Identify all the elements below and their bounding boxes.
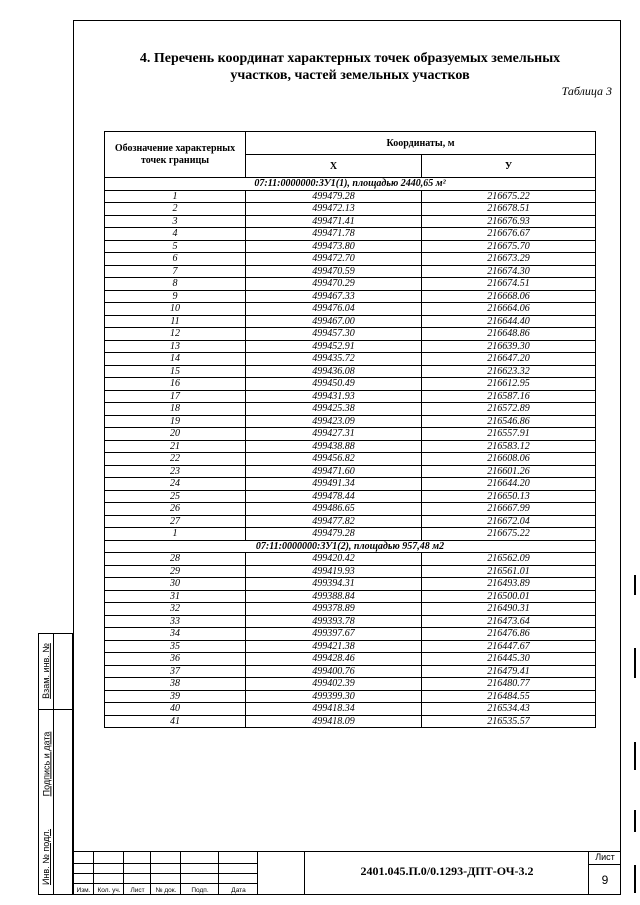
table-row bbox=[105, 328, 596, 341]
x-coordinate-cell: 499421.38 bbox=[246, 640, 422, 653]
point-number-cell: 8 bbox=[105, 278, 246, 291]
table-row bbox=[105, 428, 596, 441]
point-number-cell: 36 bbox=[105, 653, 246, 666]
title-line-1: 4. Перечень координат характерных точек образуемых земельных bbox=[139, 51, 561, 66]
table-row bbox=[105, 440, 596, 453]
scan-edge-mark bbox=[634, 742, 636, 770]
y-coordinate-cell: 216668.06 bbox=[422, 290, 596, 303]
table-row bbox=[105, 565, 596, 578]
table-row bbox=[105, 278, 596, 291]
point-number-cell: 22 bbox=[105, 453, 246, 466]
x-coordinate-cell: 499467.33 bbox=[246, 290, 422, 303]
point-number-cell: 12 bbox=[105, 328, 246, 341]
y-coordinate-cell: 216493.89 bbox=[422, 578, 596, 591]
x-coordinate-cell: 499472.13 bbox=[246, 203, 422, 216]
table-row bbox=[105, 365, 596, 378]
signature-date-label: Подпись и дата bbox=[41, 731, 52, 797]
table-row bbox=[105, 503, 596, 516]
document-code: 2401.045.П.0/0.1293-ДПТ-ОЧ-3.2 bbox=[360, 864, 534, 878]
y-coordinate-cell: 216484.55 bbox=[422, 690, 596, 703]
x-coordinate-cell: 499471.60 bbox=[246, 465, 422, 478]
point-number-cell: 19 bbox=[105, 415, 246, 428]
point-number-cell: 13 bbox=[105, 340, 246, 353]
point-number-cell: 26 bbox=[105, 503, 246, 516]
table-row bbox=[105, 640, 596, 653]
table-row bbox=[105, 378, 596, 391]
point-number-cell: 2 bbox=[105, 203, 246, 216]
x-coordinate-cell: 499456.82 bbox=[246, 453, 422, 466]
stamp-col-count: Кол. уч. bbox=[97, 887, 121, 894]
table-row bbox=[105, 390, 596, 403]
y-coordinate-cell: 216583.12 bbox=[422, 440, 596, 453]
table-row bbox=[105, 578, 596, 591]
y-coordinate-cell: 216534.43 bbox=[422, 703, 596, 716]
table-row bbox=[105, 690, 596, 703]
x-coordinate-cell: 499438.88 bbox=[246, 440, 422, 453]
point-number-cell: 20 bbox=[105, 428, 246, 441]
title-block bbox=[73, 851, 621, 895]
point-number-cell: 39 bbox=[105, 690, 246, 703]
x-coordinate-cell: 499397.67 bbox=[246, 628, 422, 641]
y-coordinate-cell: 216557.91 bbox=[422, 428, 596, 441]
x-coordinate-cell: 499452.91 bbox=[246, 340, 422, 353]
replacement-inventory-label: Взам. инв. № bbox=[41, 643, 52, 699]
point-number-cell: 41 bbox=[105, 715, 246, 728]
table-row bbox=[105, 678, 596, 691]
y-coordinate-cell: 216476.86 bbox=[422, 628, 596, 641]
section-title: 07:11:0000000:ЗУ1(2), площадью 957,48 м2 bbox=[105, 540, 596, 553]
x-coordinate-cell: 499450.49 bbox=[246, 378, 422, 391]
point-number-cell: 37 bbox=[105, 665, 246, 678]
title-line-2: участков, частей земельных участков bbox=[230, 68, 470, 83]
point-number-cell: 18 bbox=[105, 403, 246, 416]
y-coordinate-cell: 216561.01 bbox=[422, 565, 596, 578]
x-coordinate-cell: 499428.46 bbox=[246, 653, 422, 666]
table-row bbox=[105, 353, 596, 366]
x-coordinate-cell: 499427.31 bbox=[246, 428, 422, 441]
y-coordinate-cell: 216667.99 bbox=[422, 503, 596, 516]
y-coordinate-cell: 216572.89 bbox=[422, 403, 596, 416]
point-number-cell: 30 bbox=[105, 578, 246, 591]
point-number-cell: 17 bbox=[105, 390, 246, 403]
table-row bbox=[105, 228, 596, 241]
table-row bbox=[105, 340, 596, 353]
y-coordinate-cell: 216674.51 bbox=[422, 278, 596, 291]
y-coordinate-cell: 216675.22 bbox=[422, 528, 596, 541]
stamp-col-sheet: Лист bbox=[130, 887, 145, 894]
y-coordinate-cell: 216678.51 bbox=[422, 203, 596, 216]
table-row bbox=[105, 553, 596, 566]
point-number-cell: 21 bbox=[105, 440, 246, 453]
stamp-col-docno: № док. bbox=[155, 887, 177, 894]
point-number-cell: 14 bbox=[105, 353, 246, 366]
x-coordinate-cell: 499402.39 bbox=[246, 678, 422, 691]
point-number-cell: 32 bbox=[105, 603, 246, 616]
table-row bbox=[105, 715, 596, 728]
table-row bbox=[105, 653, 596, 666]
section-title: 07:11:0000000:ЗУ1(1), площадью 2440,65 м² bbox=[105, 178, 596, 191]
point-number-cell: 24 bbox=[105, 478, 246, 491]
table-row bbox=[105, 665, 596, 678]
x-coordinate-cell: 499388.84 bbox=[246, 590, 422, 603]
point-number-cell: 1 bbox=[105, 528, 246, 541]
point-number-cell: 5 bbox=[105, 240, 246, 253]
x-coordinate-cell: 499419.93 bbox=[246, 565, 422, 578]
x-coordinate-cell: 499471.78 bbox=[246, 228, 422, 241]
y-coordinate-cell: 216650.13 bbox=[422, 490, 596, 503]
y-column-header: У bbox=[422, 155, 596, 178]
table-row bbox=[105, 415, 596, 428]
x-coordinate-cell: 499478.44 bbox=[246, 490, 422, 503]
y-coordinate-cell: 216562.09 bbox=[422, 553, 596, 566]
y-coordinate-cell: 216648.86 bbox=[422, 328, 596, 341]
x-coordinate-cell: 499472.70 bbox=[246, 253, 422, 266]
table-row bbox=[105, 215, 596, 228]
x-column-header: X bbox=[246, 155, 422, 178]
scan-edge-mark bbox=[634, 865, 636, 893]
point-number-cell: 6 bbox=[105, 253, 246, 266]
x-coordinate-cell: 499477.82 bbox=[246, 515, 422, 528]
point-number-cell: 31 bbox=[105, 590, 246, 603]
scan-edge-mark bbox=[634, 575, 636, 595]
x-coordinate-cell: 499435.72 bbox=[246, 353, 422, 366]
y-coordinate-cell: 216673.29 bbox=[422, 253, 596, 266]
table-row bbox=[105, 528, 596, 541]
x-coordinate-cell: 499479.28 bbox=[246, 528, 422, 541]
table-row bbox=[105, 465, 596, 478]
table-row bbox=[105, 603, 596, 616]
x-coordinate-cell: 499418.09 bbox=[246, 715, 422, 728]
x-coordinate-cell: 499394.31 bbox=[246, 578, 422, 591]
point-number-cell: 9 bbox=[105, 290, 246, 303]
point-number-cell: 34 bbox=[105, 628, 246, 641]
point-number-cell: 29 bbox=[105, 565, 246, 578]
table-row bbox=[105, 203, 596, 216]
scan-edge-mark bbox=[634, 810, 636, 832]
table-row bbox=[105, 453, 596, 466]
table-row bbox=[105, 240, 596, 253]
stamp-col-change: Изм. bbox=[76, 887, 91, 894]
y-coordinate-cell: 216676.67 bbox=[422, 228, 596, 241]
sheet-label: Лист bbox=[595, 852, 615, 862]
point-number-cell: 3 bbox=[105, 215, 246, 228]
x-coordinate-cell: 499431.93 bbox=[246, 390, 422, 403]
point-number-cell: 25 bbox=[105, 490, 246, 503]
x-coordinate-cell: 499378.89 bbox=[246, 603, 422, 616]
x-coordinate-cell: 499467.00 bbox=[246, 315, 422, 328]
y-coordinate-cell: 216479.41 bbox=[422, 665, 596, 678]
original-inventory-label: Инв. № подл. bbox=[41, 828, 51, 886]
x-coordinate-cell: 499470.59 bbox=[246, 265, 422, 278]
table-row bbox=[105, 253, 596, 266]
point-number-cell: 1 bbox=[105, 190, 246, 203]
x-coordinate-cell: 499471.41 bbox=[246, 215, 422, 228]
table-row bbox=[105, 315, 596, 328]
point-number-cell: 4 bbox=[105, 228, 246, 241]
table-row bbox=[105, 303, 596, 316]
y-coordinate-cell: 216644.40 bbox=[422, 315, 596, 328]
point-number-cell: 38 bbox=[105, 678, 246, 691]
y-coordinate-cell: 216490.31 bbox=[422, 603, 596, 616]
x-coordinate-cell: 499418.34 bbox=[246, 703, 422, 716]
x-coordinate-cell: 499420.42 bbox=[246, 553, 422, 566]
point-number-cell: 23 bbox=[105, 465, 246, 478]
y-coordinate-cell: 216675.22 bbox=[422, 190, 596, 203]
y-coordinate-cell: 216601.26 bbox=[422, 465, 596, 478]
scan-edge-mark bbox=[634, 648, 636, 678]
table-row bbox=[105, 290, 596, 303]
table-row bbox=[105, 490, 596, 503]
x-coordinate-cell: 499491.34 bbox=[246, 478, 422, 491]
y-coordinate-cell: 216672.04 bbox=[422, 515, 596, 528]
y-coordinate-cell: 216445.30 bbox=[422, 653, 596, 666]
x-coordinate-cell: 499436.08 bbox=[246, 365, 422, 378]
y-coordinate-cell: 216447.67 bbox=[422, 640, 596, 653]
point-number-cell: 28 bbox=[105, 553, 246, 566]
point-column-header: Обозначение характерных точек границы bbox=[105, 132, 246, 178]
table-row bbox=[105, 403, 596, 416]
table-row bbox=[105, 703, 596, 716]
y-coordinate-cell: 216644.20 bbox=[422, 478, 596, 491]
point-number-cell: 7 bbox=[105, 265, 246, 278]
table-row bbox=[105, 265, 596, 278]
point-number-cell: 40 bbox=[105, 703, 246, 716]
y-coordinate-cell: 216473.64 bbox=[422, 615, 596, 628]
x-coordinate-cell: 499457.30 bbox=[246, 328, 422, 341]
table-row bbox=[105, 615, 596, 628]
point-number-cell: 10 bbox=[105, 303, 246, 316]
y-coordinate-cell: 216664.06 bbox=[422, 303, 596, 316]
x-coordinate-cell: 499479.28 bbox=[246, 190, 422, 203]
y-coordinate-cell: 216500.01 bbox=[422, 590, 596, 603]
y-coordinate-cell: 216674.30 bbox=[422, 265, 596, 278]
point-number-cell: 15 bbox=[105, 365, 246, 378]
y-coordinate-cell: 216623.32 bbox=[422, 365, 596, 378]
y-coordinate-cell: 216639.30 bbox=[422, 340, 596, 353]
point-number-cell: 33 bbox=[105, 615, 246, 628]
x-coordinate-cell: 499473.80 bbox=[246, 240, 422, 253]
y-coordinate-cell: 216675.70 bbox=[422, 240, 596, 253]
stamp-col-date: Дата bbox=[231, 887, 246, 894]
x-coordinate-cell: 499423.09 bbox=[246, 415, 422, 428]
y-coordinate-cell: 216647.20 bbox=[422, 353, 596, 366]
x-coordinate-cell: 499399.30 bbox=[246, 690, 422, 703]
y-coordinate-cell: 216676.93 bbox=[422, 215, 596, 228]
y-coordinate-cell: 216546.86 bbox=[422, 415, 596, 428]
y-coordinate-cell: 216587.16 bbox=[422, 390, 596, 403]
table-row bbox=[105, 478, 596, 491]
coordinates-table bbox=[104, 131, 596, 728]
x-coordinate-cell: 499400.76 bbox=[246, 665, 422, 678]
point-number-cell: 35 bbox=[105, 640, 246, 653]
sheet-number: 9 bbox=[601, 873, 609, 887]
stamp-col-sign: Подп. bbox=[191, 887, 209, 894]
table-caption: Таблица 3 bbox=[561, 84, 612, 98]
side-stamp bbox=[38, 633, 73, 895]
x-coordinate-cell: 499393.78 bbox=[246, 615, 422, 628]
y-coordinate-cell: 216480.77 bbox=[422, 678, 596, 691]
x-coordinate-cell: 499425.38 bbox=[246, 403, 422, 416]
document-title bbox=[80, 50, 620, 84]
table-row bbox=[105, 628, 596, 641]
coordinates-header: Координаты, м bbox=[246, 132, 596, 155]
y-coordinate-cell: 216535.57 bbox=[422, 715, 596, 728]
table-row bbox=[105, 190, 596, 203]
x-coordinate-cell: 499470.29 bbox=[246, 278, 422, 291]
point-number-cell: 27 bbox=[105, 515, 246, 528]
y-coordinate-cell: 216612.95 bbox=[422, 378, 596, 391]
point-number-cell: 11 bbox=[105, 315, 246, 328]
x-coordinate-cell: 499476.04 bbox=[246, 303, 422, 316]
point-number-cell: 16 bbox=[105, 378, 246, 391]
x-coordinate-cell: 499486.65 bbox=[246, 503, 422, 516]
y-coordinate-cell: 216608.06 bbox=[422, 453, 596, 466]
table-row bbox=[105, 590, 596, 603]
table-row bbox=[105, 515, 596, 528]
